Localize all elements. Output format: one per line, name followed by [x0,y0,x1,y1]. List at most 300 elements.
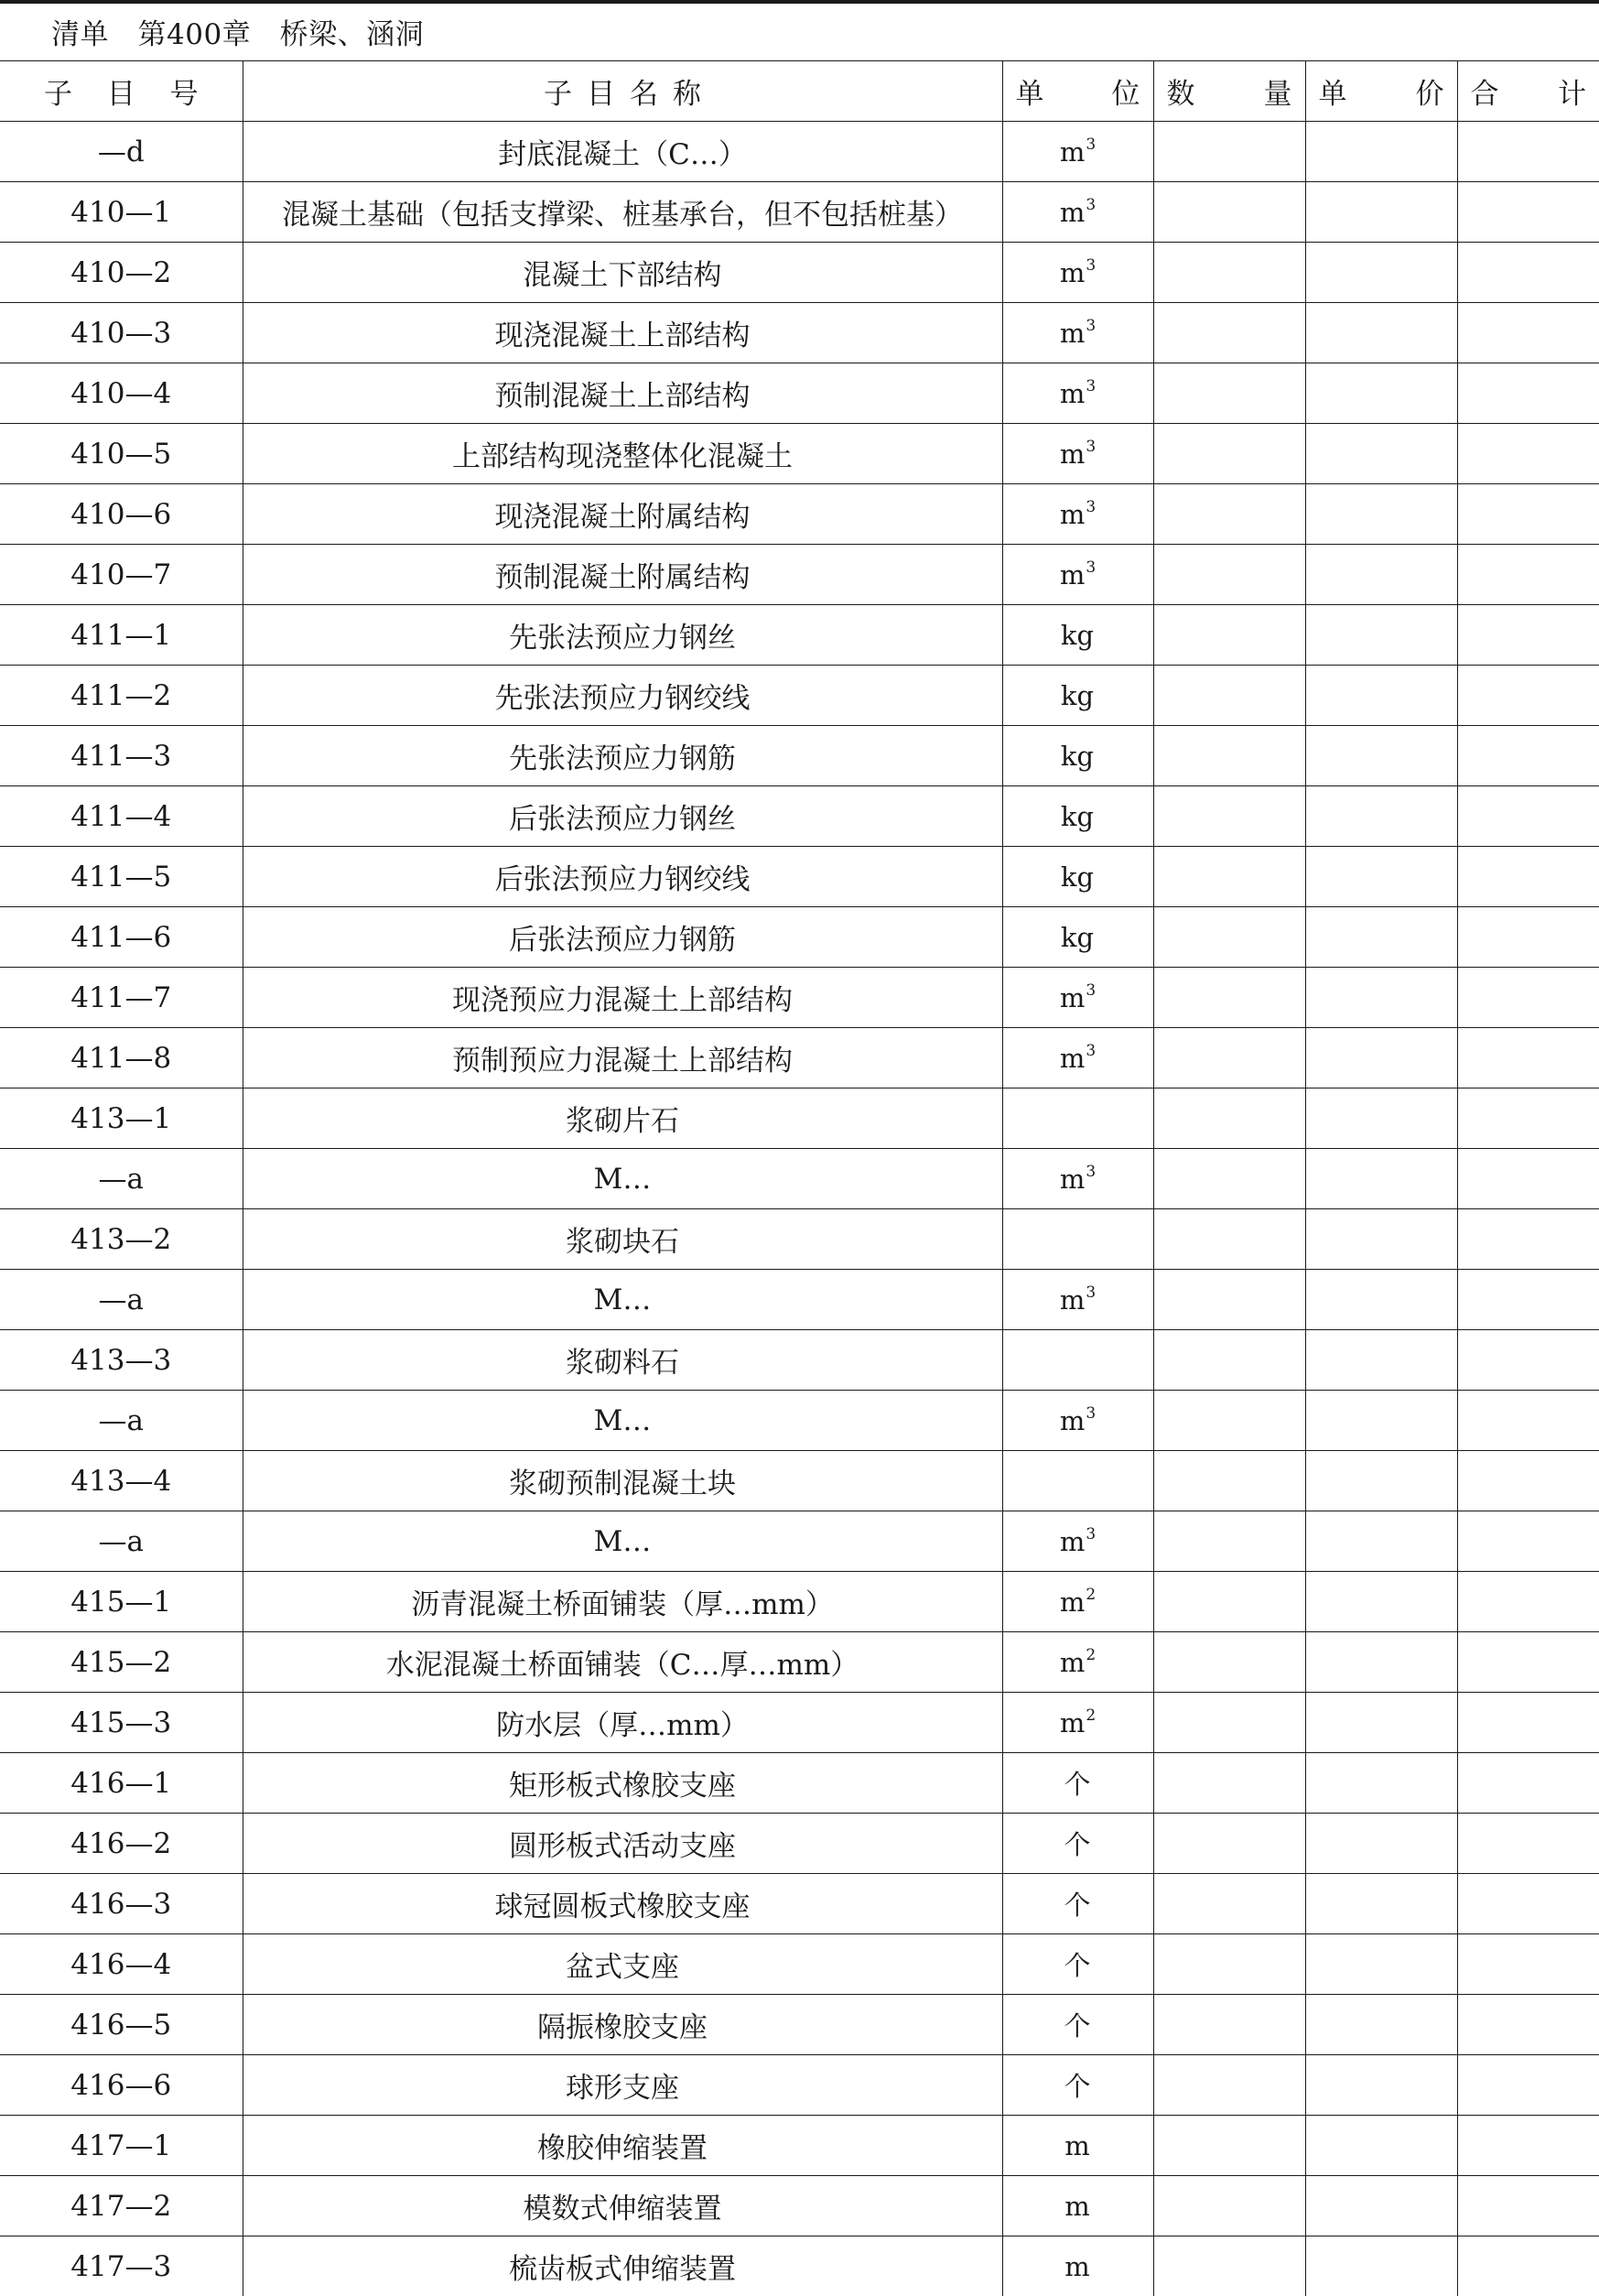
item-name-cell: 浆砌预制混凝土块 [243,1451,1002,1511]
unit-symbol: m [1060,439,1086,470]
table-row [0,1028,1599,1088]
unit-cell [1002,2116,1153,2176]
total-cell [1457,303,1599,363]
unit-text [1077,1466,1078,1497]
header-char: 名 [630,70,658,112]
unit-text [1060,1405,1096,1436]
item-name-cell: M… [243,1511,1002,1572]
item-code-cell: 415—3 [0,1693,243,1753]
unit-exponent: 3 [1086,1525,1096,1543]
quantity-cell [1153,1088,1305,1149]
header-char: 位 [1112,70,1140,112]
unit-text [1060,1647,1096,1678]
item-name-cell: 橡胶伸缩装置 [243,2116,1002,2176]
unit-exponent: 3 [1086,317,1096,335]
unit-price-cell [1305,2116,1457,2176]
item-name-cell: 先张法预应力钢筋 [243,726,1002,786]
item-code-cell: 410—7 [0,545,243,605]
column-header-unit [1002,61,1153,122]
table-row [0,2236,1599,2296]
item-name-cell: M… [243,1149,1002,1209]
item-code-cell: 416—1 [0,1753,243,1814]
unit-exponent: 3 [1086,256,1096,275]
unit-cell [1002,363,1153,424]
table-row [0,1511,1599,1572]
item-name-cell: M… [243,1270,1002,1330]
unit-cell [1002,1330,1153,1391]
unit-price-cell [1305,1693,1457,1753]
unit-price-cell [1305,1209,1457,1270]
unit-symbol: 个 [1064,2010,1090,2041]
unit-symbol: m [1060,318,1086,349]
unit-text [1077,1224,1078,1255]
total-cell [1457,1874,1599,1934]
unit-exponent: 3 [1086,498,1096,516]
quantity-cell [1153,1934,1305,1995]
unit-cell [1002,182,1153,243]
header-char: 数 [1167,70,1195,112]
unit-price-cell [1305,1572,1457,1632]
item-name-cell: 上部结构现浇整体化混凝土 [243,424,1002,484]
table-row [0,1088,1599,1149]
table-row [0,1209,1599,1270]
item-name-cell: 后张法预应力钢绞线 [243,847,1002,907]
quantity-cell [1153,1814,1305,1874]
unit-price-cell [1305,182,1457,243]
unit-exponent: 3 [1086,1283,1096,1302]
unit-cell [1002,424,1153,484]
unit-symbol: m [1060,1043,1086,1074]
quantity-cell [1153,424,1305,484]
unit-cell [1002,1209,1153,1270]
unit-price-cell [1305,1270,1457,1330]
item-code-cell: 416—6 [0,2055,243,2116]
quantity-cell [1153,786,1305,847]
item-name-cell: 现浇混凝土附属结构 [243,484,1002,545]
unit-price-cell [1305,243,1457,303]
unit-text [1061,801,1095,832]
quantity-cell [1153,484,1305,545]
unit-text [1060,257,1096,288]
unit-symbol: m [1064,2251,1090,2282]
total-cell [1457,1270,1599,1330]
unit-cell [1002,968,1153,1028]
unit-exponent: 3 [1086,1404,1096,1423]
item-code-cell: 410—2 [0,243,243,303]
unit-price-cell [1305,1934,1457,1995]
item-code-cell: 411—2 [0,666,243,726]
unit-cell [1002,2176,1153,2236]
quantity-cell [1153,1995,1305,2055]
unit-cell [1002,907,1153,968]
unit-text [1077,1103,1078,1134]
unit-symbol: kg [1061,620,1094,651]
total-cell [1457,1451,1599,1511]
unit-cell [1002,1451,1153,1511]
unit-text [1060,1587,1096,1618]
item-name-cell: 矩形板式橡胶支座 [243,1753,1002,1814]
item-code-cell: 411—1 [0,605,243,666]
unit-price-cell [1305,363,1457,424]
quantity-cell [1153,1511,1305,1572]
total-cell [1457,666,1599,726]
quantity-cell [1153,968,1305,1028]
total-cell [1457,424,1599,484]
unit-text [1061,861,1095,893]
unit-cell [1002,1391,1153,1451]
table-row [0,303,1599,363]
unit-text [1060,378,1096,409]
item-name-cell: 预制预应力混凝土上部结构 [243,1028,1002,1088]
bill-of-quantities-table [0,60,1599,2296]
quantity-cell [1153,1209,1305,1270]
unit-symbol: m [1060,499,1086,530]
unit-exponent: 3 [1086,196,1096,214]
total-cell [1457,122,1599,182]
item-code-cell: —d [0,122,243,182]
unit-price-cell [1305,786,1457,847]
total-cell [1457,1934,1599,1995]
unit-symbol: m [1060,1526,1086,1557]
column-header-unit-price [1305,61,1457,122]
unit-price-cell [1305,2176,1457,2236]
total-cell [1457,847,1599,907]
unit-symbol: 个 [1064,1829,1090,1860]
unit-exponent: 3 [1086,377,1096,395]
unit-text [1060,136,1096,168]
quantity-cell [1153,2055,1305,2116]
quantity-cell [1153,1330,1305,1391]
unit-price-cell [1305,1088,1457,1149]
header-char: 子 [44,70,72,112]
table-row [0,484,1599,545]
unit-price-cell [1305,1330,1457,1391]
unit-cell [1002,605,1153,666]
unit-symbol: kg [1061,741,1094,772]
table-row [0,545,1599,605]
item-name-cell: 后张法预应力钢丝 [243,786,1002,847]
total-cell [1457,1028,1599,1088]
unit-cell [1002,243,1153,303]
item-code-cell: 417—1 [0,2116,243,2176]
table-row [0,1995,1599,2055]
item-code-cell: 417—3 [0,2236,243,2296]
total-cell [1457,1209,1599,1270]
total-cell [1457,484,1599,545]
total-cell [1457,1753,1599,1814]
quantity-cell [1153,1693,1305,1753]
unit-exponent: 3 [1086,1042,1096,1060]
total-cell [1457,1511,1599,1572]
table-row [0,1451,1599,1511]
page-title: 清单 第400章 桥梁、涵洞 [51,9,424,60]
item-code-cell: —a [0,1270,243,1330]
table-row [0,1632,1599,1693]
column-header-total [1457,61,1599,122]
total-cell [1457,786,1599,847]
unit-price-cell [1305,424,1457,484]
item-name-cell: 预制混凝土附属结构 [243,545,1002,605]
table-row [0,122,1599,182]
header-char: 量 [1264,70,1292,112]
total-cell [1457,726,1599,786]
unit-symbol: m [1060,1647,1086,1678]
table-row [0,1572,1599,1632]
quantity-cell [1153,1753,1305,1814]
quantity-cell [1153,847,1305,907]
unit-price-cell [1305,666,1457,726]
quantity-cell [1153,1874,1305,1934]
unit-text [1060,1164,1096,1195]
total-cell [1457,1814,1599,1874]
unit-cell [1002,1753,1153,1814]
unit-symbol: m [1064,2130,1090,2161]
unit-cell [1002,545,1153,605]
table-row [0,2176,1599,2236]
unit-price-cell [1305,2055,1457,2116]
table-row [0,243,1599,303]
table-row [0,182,1599,243]
item-name-cell: 球冠圆板式橡胶支座 [243,1874,1002,1934]
total-cell [1457,243,1599,303]
item-code-cell: 411—4 [0,786,243,847]
quantity-cell [1153,1270,1305,1330]
unit-exponent: 2 [1086,1706,1096,1725]
item-code-cell: —a [0,1391,243,1451]
unit-price-cell [1305,1451,1457,1511]
table-row [0,1391,1599,1451]
item-name-cell: 隔振橡胶支座 [243,1995,1002,2055]
item-code-cell: 411—6 [0,907,243,968]
unit-text [1064,1769,1091,1800]
unit-exponent: 2 [1086,1586,1096,1604]
unit-symbol: 个 [1064,1890,1090,1921]
item-name-cell: 球形支座 [243,2055,1002,2116]
item-name-cell: 先张法预应力钢丝 [243,605,1002,666]
table-row [0,605,1599,666]
unit-text [1061,620,1095,651]
unit-cell [1002,2055,1153,2116]
table-row [0,666,1599,726]
unit-text [1060,1707,1096,1738]
unit-cell [1002,1995,1153,2055]
total-cell [1457,968,1599,1028]
item-code-cell: 413—2 [0,1209,243,1270]
quantity-cell [1153,605,1305,666]
unit-symbol: m [1060,378,1086,409]
quantity-cell [1153,2116,1305,2176]
unit-symbol: kg [1061,801,1094,832]
unit-cell [1002,2236,1153,2296]
unit-price-cell [1305,1391,1457,1451]
table-row [0,363,1599,424]
item-name-cell: 混凝土下部结构 [243,243,1002,303]
item-name-cell: 预制混凝土上部结构 [243,363,1002,424]
unit-text [1064,2130,1091,2161]
item-code-cell: 411—8 [0,1028,243,1088]
unit-price-cell [1305,1632,1457,1693]
header-char: 单 [1319,70,1347,112]
unit-symbol: m [1060,1587,1086,1618]
header-char: 单 [1016,70,1044,112]
unit-price-cell [1305,1874,1457,1934]
item-name-cell: 盆式支座 [243,1934,1002,1995]
table-row [0,907,1599,968]
unit-cell [1002,1088,1153,1149]
item-code-cell: 415—2 [0,1632,243,1693]
table-row [0,2116,1599,2176]
item-code-cell: 413—1 [0,1088,243,1149]
total-cell [1457,363,1599,424]
unit-price-cell [1305,726,1457,786]
unit-text [1064,2071,1091,2102]
unit-cell [1002,1511,1153,1572]
unit-exponent: 3 [1086,981,1096,1000]
unit-cell [1002,847,1153,907]
quantity-cell [1153,1391,1305,1451]
unit-symbol: kg [1061,680,1094,711]
item-code-cell: —a [0,1511,243,1572]
quantity-cell [1153,726,1305,786]
unit-price-cell [1305,1814,1457,1874]
unit-symbol: m [1060,1284,1086,1316]
unit-symbol: m [1060,982,1086,1013]
unit-cell [1002,303,1153,363]
unit-symbol: m [1060,1707,1086,1738]
unit-cell [1002,1632,1153,1693]
unit-text [1064,1829,1091,1860]
unit-price-cell [1305,2236,1457,2296]
unit-cell [1002,1693,1153,1753]
item-code-cell: 410—1 [0,182,243,243]
unit-cell [1002,726,1153,786]
item-code-cell: 411—5 [0,847,243,907]
total-cell [1457,605,1599,666]
header-char: 子 [544,70,572,112]
item-code-cell: 410—4 [0,363,243,424]
unit-text [1061,741,1095,772]
unit-price-cell [1305,545,1457,605]
header-char: 号 [170,70,199,112]
unit-text [1060,1043,1096,1074]
unit-symbol: kg [1061,861,1094,893]
table-body [0,122,1599,2296]
quantity-cell [1153,1028,1305,1088]
unit-price-cell [1305,1753,1457,1814]
total-cell [1457,2116,1599,2176]
unit-text [1064,2251,1091,2282]
item-code-cell: 410—3 [0,303,243,363]
quantity-cell [1153,2236,1305,2296]
unit-symbol: m [1060,1405,1086,1436]
item-code-cell: 413—4 [0,1451,243,1511]
unit-price-cell [1305,1511,1457,1572]
unit-price-cell [1305,1995,1457,2055]
item-name-cell: 封底混凝土（C…） [243,122,1002,182]
unit-price-cell [1305,968,1457,1028]
item-code-cell: 410—5 [0,424,243,484]
item-name-cell: 浆砌块石 [243,1209,1002,1270]
unit-text [1064,1950,1091,1981]
unit-price-cell [1305,303,1457,363]
item-code-cell: 411—7 [0,968,243,1028]
total-cell [1457,1572,1599,1632]
unit-price-cell [1305,605,1457,666]
item-name-cell: 浆砌片石 [243,1088,1002,1149]
header-row [0,61,1599,122]
unit-exponent: 2 [1086,1646,1096,1664]
total-cell [1457,907,1599,968]
table-row [0,1934,1599,1995]
item-code-cell: 416—3 [0,1874,243,1934]
item-code-cell: 417—2 [0,2176,243,2236]
unit-price-cell [1305,122,1457,182]
total-cell [1457,1693,1599,1753]
unit-symbol: m [1060,197,1086,228]
item-name-cell: 梳齿板式伸缩装置 [243,2236,1002,2296]
table-row [0,1874,1599,1934]
quantity-cell [1153,363,1305,424]
item-name-cell: M… [243,1391,1002,1451]
table-row [0,786,1599,847]
unit-text [1060,439,1096,470]
unit-text [1061,680,1095,711]
item-code-cell: 415—1 [0,1572,243,1632]
unit-symbol: 个 [1064,1769,1090,1800]
unit-exponent: 3 [1086,558,1096,577]
item-name-cell: 圆形板式活动支座 [243,1814,1002,1874]
item-code-cell: 416—5 [0,1995,243,2055]
unit-price-cell [1305,1028,1457,1088]
total-cell [1457,1330,1599,1391]
quantity-cell [1153,182,1305,243]
unit-symbol: m [1060,257,1086,288]
unit-symbol: m [1060,136,1086,168]
item-name-cell: 浆砌料石 [243,1330,1002,1391]
table-row [0,1270,1599,1330]
table-row [0,726,1599,786]
unit-cell [1002,1149,1153,1209]
total-cell [1457,1391,1599,1451]
quantity-cell [1153,303,1305,363]
total-cell [1457,545,1599,605]
header-char: 目 [587,70,615,112]
table-row [0,1693,1599,1753]
header-char: 称 [673,70,701,112]
quantity-cell [1153,545,1305,605]
unit-cell [1002,666,1153,726]
unit-text [1060,197,1096,228]
quantity-cell [1153,666,1305,726]
unit-text [1060,499,1096,530]
unit-text [1064,2191,1091,2222]
item-code-cell: 416—4 [0,1934,243,1995]
item-name-cell: 混凝土基础（包括支撑梁、桩基承台，但不包括桩基） [243,182,1002,243]
item-code-cell: 410—6 [0,484,243,545]
table-row [0,1149,1599,1209]
unit-symbol: 个 [1064,2071,1090,2102]
unit-price-cell [1305,1149,1457,1209]
quantity-cell [1153,1572,1305,1632]
quantity-cell [1153,1632,1305,1693]
total-cell [1457,1995,1599,2055]
unit-text [1064,2010,1091,2041]
unit-cell [1002,1028,1153,1088]
unit-text [1060,318,1096,349]
unit-text [1064,1890,1091,1921]
table-row [0,847,1599,907]
unit-text [1060,1284,1096,1316]
